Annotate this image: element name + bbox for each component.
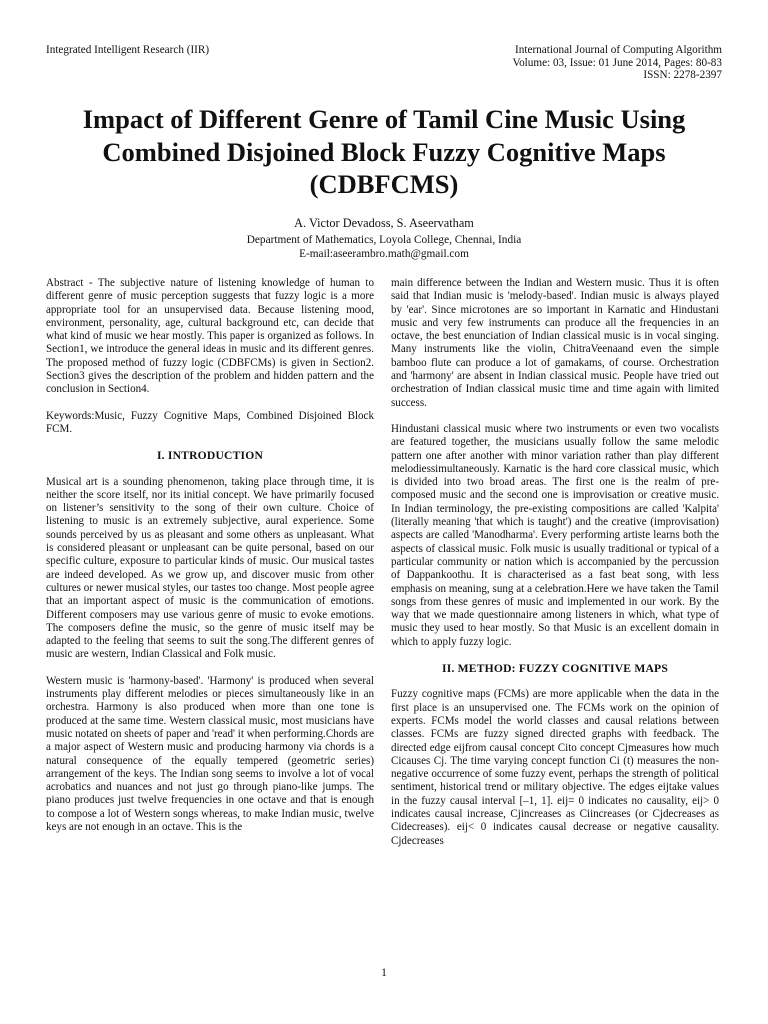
right-column: [391, 277, 719, 848]
section-heading-method: II. METHOD: FUZZY COGNITIVE MAPS: [442, 662, 668, 676]
intro-paragraph-2: Western music is 'harmony-based'. 'Harmony' is produced when several instruments play different melodies or pieces simultaneously like in an orchestra. Harmony is also produced when more than one tone is produced at the same time. Western classical music, most musicians have music notated on sheets of paper and 'read' it when performing.Chords are a major aspect of Western music and producing harmony via chords is a natural consequence of the equally tempered (geometric series) arrangement of the keys. The Indian song seems to involve a lot of vocal acrobatics and nuances and not just go through piano-like jumps. The piano produces just twelve frequencies in one octave and that is enough to compose a lot of Western songs whereas, to make Indian music, twelve keys are not enough in an octave. This is the: [46, 674, 374, 833]
author-email: E-mail:aseerambro.math@gmail.com: [299, 247, 469, 260]
authors: A. Victor Devadoss, S. Aseervatham: [294, 216, 474, 230]
intro-paragraph-1: Musical art is a sounding phenomenon, taking place through time, it is neither the score itself, nor its initial concept. We have primarily focused on listener’s sensitivity to the song of their own culture. Choice of listening to music is an extremely subjective, aural experience. Some sounds perceived by us as pleasant and some others as unpleasant. What is considered pleasant or unpleasant can be quite personal, based on our specific culture, exposure to particular kinds of music. Our musical tastes are indeed developed. As we grow up, and discover music from other cultures or newer musical styles, our tastes too change. Most people agree that an important aspect of music is the communication of emotions. Different composers may use various genre of music to evoke emotions. The composers define the music, so the genre of music itself may be adapted to the feeling that seems to suit the song.The different genres of music are western, Indian Classical and Folk music.: [46, 475, 374, 661]
affiliation: Department of Mathematics, Loyola College, Chennai, India: [246, 234, 522, 246]
abstract: Abstract - The subjective nature of listening knowledge of human to different genre of music perception suggests that fuzzy logic is a more appropriate tool for an unsupervised data. Because listening mood, environment, personality, age, cultural background etc, can decide that what kind of music we hear mostly. This paper is organized as follows. In Section1, we introduce the general ideas in music and its different genres. The proposed method of fuzzy logic (CDBFCMs) is given in Section2. Section3 gives the description of the problem and hidden pattern and the conclusion in Section4.: [46, 277, 374, 396]
running-header-right: [512, 44, 722, 82]
paper-title: Impact of Different Genre of Tamil Cine Music Using Combined Disjoined Block Fuzzy Cognitive Maps (CDBFCMS): [82, 104, 686, 199]
journal-name: International Journal of Computing Algorithm: [515, 44, 722, 56]
journal-volume: Volume: 03, Issue: 01 June 2014, Pages: 80-83: [512, 56, 722, 69]
running-header-left: Integrated Intelligent Research (IIR): [46, 44, 210, 56]
journal-issn: ISSN: 2278-2397: [643, 69, 722, 82]
page-number: 1: [381, 967, 387, 979]
keywords: Keywords:Music, Fuzzy Cognitive Maps, Combined Disjoined Block FCM.: [46, 409, 374, 435]
section-heading-introduction: I. INTRODUCTION: [156, 449, 264, 463]
left-column: [46, 277, 374, 834]
right-paragraph-2: Hindustani classical music where two instruments or even two vocalists are featured together, the musicians usually follow the same melodic pattern one after another with minor variation rather than play different melodiessimultaneously. Karnatic is the hard core classical music, which is divided into two broad areas. The first one is the realm of pre-composed music and the second one is improvisation or creative music. In Indian terminology, the pre-existing compositions are called 'Kalpita' (literally meaning 'that which is taught') and the creative (improvisation) aspects are called 'Manodharma'. Every performing artiste learns both the aspects of classical music. Folk music is usually traditional or typical of a particular community or nation which is accompanied by the percussion of Dappankoothu. It is characterised as a fast beat song, with less emphasis on meaning, sung at a celebration.Here we have taken the Tamil songs from these genres of music and implemented in our work. By the way that we made questionnaire among listeners in which, what type of music they used to hear mostly. So that Music is an excellent domain in which to apply fuzzy logic.: [391, 422, 719, 648]
right-paragraph-1: main difference between the Indian and Western music. Thus it is often said that Indian music is 'melody-based'. Indian music is always played by 'ear'. Since microtones are so important in Karnatic and Hindustani music and very few instruments can produce all the frequencies in an octave, the best enunciation of Indian classical music is in vocal singing. Many instruments like the violin, ChitraVeenaand even the simple bamboo flute can produce a lot of gamakams, of course. Orchestration and 'harmony' are absent in Indian classical music. People have tried out orchestration of Indian classical music time and time again with limited success.: [391, 277, 719, 409]
method-paragraph-1: Fuzzy cognitive maps (FCMs) are more applicable when the data in the first place is an unsupervised one. The FCMs work on the opinion of experts. FCMs model the world classes and causal relations between classes. FCMs are fuzzy signed directed graphs with feedback. The directed edge eijfrom causal concept Cito concept Cjmeasures how much Cicauses Cj. The time varying concept function Ci (t) measures the non-negative occurrence of some fuzzy event, perhaps the strength of political sentiment, historical trend or military objective. The edges eijtake values in the fuzzy causal interval [–1, 1]. eij= 0 indicates no causality, eij> 0 indicates causal increase, Cjincreases as Ciincreases (or Cjdecreases as Cidecreases). eij< 0 indicates causal decrease or negative causality. Cjdecreases: [391, 688, 719, 847]
affiliation-block: [0, 234, 768, 261]
